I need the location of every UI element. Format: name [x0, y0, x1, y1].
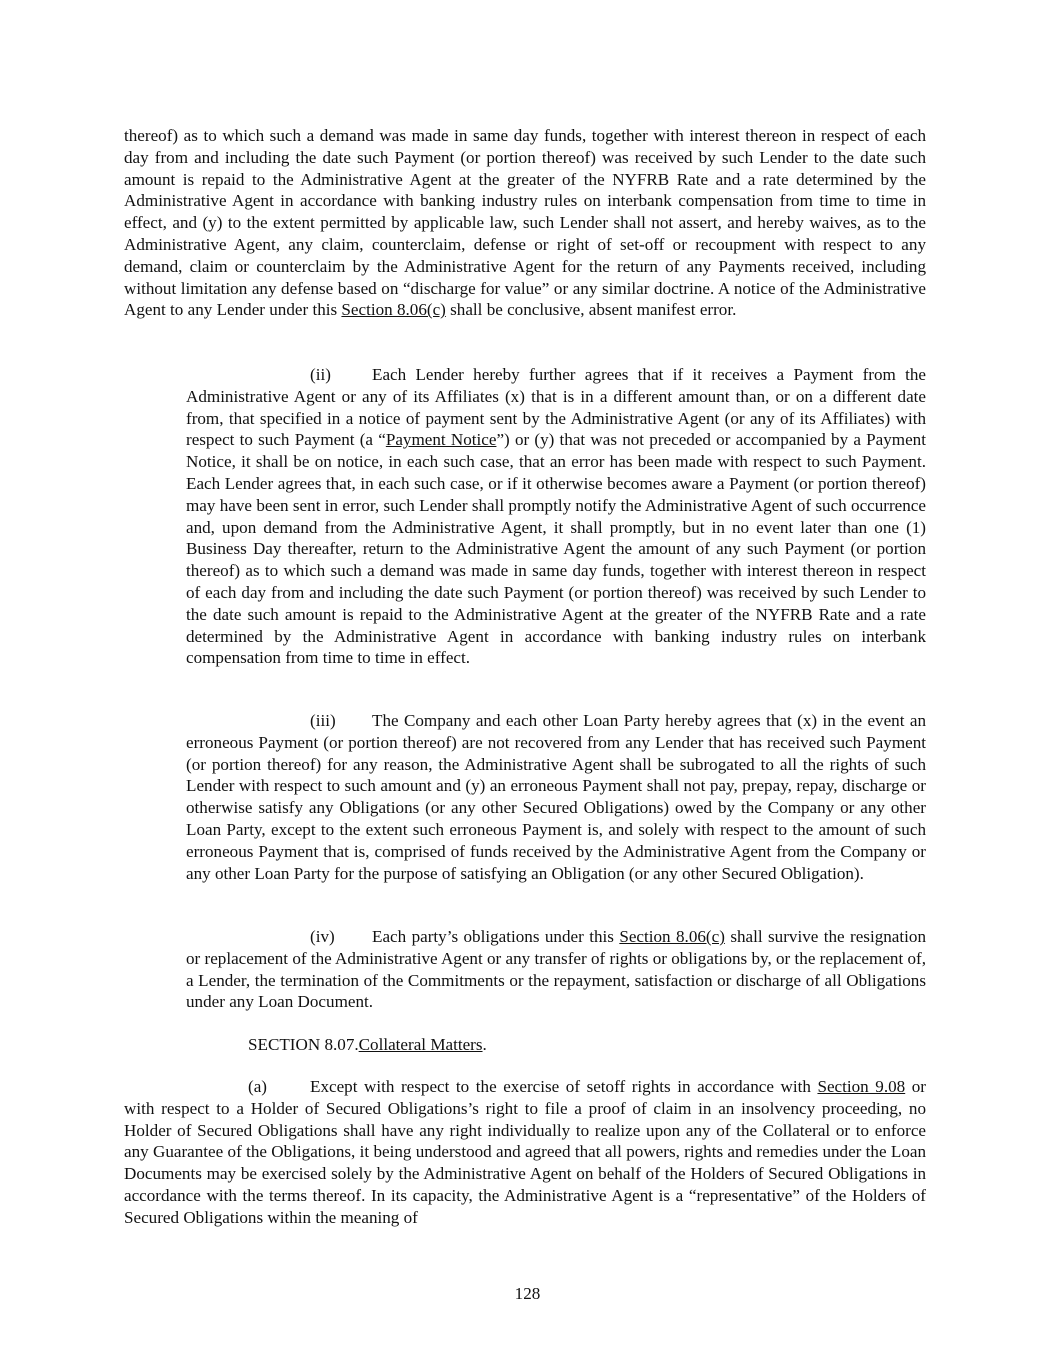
clause-a-text: Except with respect to the exercise of setoff rights in accordance with: [310, 1077, 818, 1096]
continuation-text-end: shall be conclusive, absent manifest error.: [445, 300, 737, 320]
clause-iv-text-end: shall survive the resignation or replacement of the Administrative Agent or any transfer of rights or obligations by, or the replacement of, a Lender, the termination of the Commitments or the repayment, satisfaction or discharge of all Obligations under any Loan Document.: [186, 927, 926, 1012]
clause-a-text-end: or with respect to a Holder of Secured Obligations’s right to file a proof of claim in an insolvency proceeding, no Holder of Secured Obligations shall have any right individually to realize upon any of the Collateral or to enforce any Guarantee of the Obligations, it being understood and agreed that all powers, rights and remedies under the Loan Documents may be exercised solely by the Administrative Agent on behalf of the Holders of Secured Obligations in accordance with the terms thereof. In its capacity, the Administrative Agent is a “representative” of the Holders of Secured Obligations within the meaning of: [124, 1077, 927, 1227]
page-number: 128: [514, 1284, 541, 1303]
continuation-text: thereof) as to which such a demand was made in same day funds, together with interest thereon in respect of each day from and including the date such Payment (or portion thereof) was received by such Lender to the date such amount is repaid to the Administrative Agent at the greater of the NYFRB Rate and a rate determined by the Administrative Agent in accordance with banking industry rules on interbank compensation from time to time in effect, and (y) to the extent permitted by applicable law, such Lender shall not assert, and hereby waives, as to the Administrative Agent, any claim, counterclaim, defense or right of set-off or recoupment with respect to any demand, claim or counterclaim by the Administrative Agent for the return of any Payments received, including without limitation any defense based on “discharge for value” or any similar doctrine. A notice of the Administrative Agent to any Lender under this: [124, 126, 926, 320]
clause-iv-text: Each party’s obligations under this: [372, 927, 620, 946]
section-heading: [248, 1034, 748, 1056]
clause-a-number: (a): [248, 1077, 267, 1096]
section-reference-link: Section 8.06(c): [619, 927, 725, 946]
clause-ii-text: Each Lender hereby further agrees that if it receives a Payment from the Administrative Agent or any of its Affiliates (x) that is in a different amount than, or on a different date from, that specified in a notice of payment sent by the Administrative Agent (or any of its Affiliates) with respect to such Payment (a “: [186, 365, 926, 450]
clause-iii-paragraph: [186, 710, 926, 884]
clause-a-paragraph: [124, 1076, 926, 1229]
section-reference-link: Section 9.08: [817, 1077, 906, 1096]
clause-ii-text-end: ”) or (y) that was not preceded or accompanied by a Payment Notice, it shall be on notice, in each such case, that an error has been made with respect to such Payment. Each Lender agrees that, in each such case, or if it otherwise becomes aware a Payment (or portion thereof) may have been sent in error, such Lender shall promptly notify the Administrative Agent of such occurrence and, upon demand from the Administrative Agent, it shall promptly, but in no event later than one (1) Business Day thereafter, return to the Administrative Agent the amount of any such Payment (or portion thereof) as to which such a demand was made in same day funds, together with interest thereon in respect of each day from and including the date such Payment (or portion thereof) was received by such Lender to the date such amount is repaid to the Administrative Agent at the greater of the NYFRB Rate and a rate determined by the Administrative Agent in accordance with banking industry rules on interbank compensation from time to time in effect.: [186, 430, 926, 668]
clause-ii-paragraph: [186, 364, 926, 669]
clause-iv-paragraph: [186, 926, 926, 1013]
defined-term-payment-notice: Payment Notice: [385, 430, 497, 450]
section-title-period: .: [482, 1035, 487, 1054]
section-title: Collateral Matters: [358, 1035, 483, 1054]
section-reference-link: Section 8.06(c): [341, 300, 446, 320]
clause-iii-number: (iii): [310, 711, 336, 730]
clause-ii-number: (ii): [310, 365, 331, 384]
clause-iii-text: The Company and each other Loan Party hereby agrees that (x) in the event an erroneous Payment (or portion thereof) are not recovered from any Lender that has received such Payment (or portion thereof) for any reason, the Administrative Agent shall be subrogated to all the rights of such Lender with respect to such amount and (y) an erroneous Payment shall not pay, prepay, repay, discharge or otherwise satisfy any Obligations (or any other Secured Obligations) owed by the Company or any other Loan Party, except to the extent such erroneous Payment is, and solely with respect to the amount of such erroneous Payment that is, comprised of funds received by the Administrative Agent from the Company or any other Loan Party for the purpose of satisfying an Obligation (or any other Secured Obligation).: [186, 711, 926, 883]
continuation-paragraph: [124, 125, 926, 321]
clause-iv-number: (iv): [310, 927, 335, 946]
section-number: SECTION 8.07.: [248, 1035, 359, 1054]
